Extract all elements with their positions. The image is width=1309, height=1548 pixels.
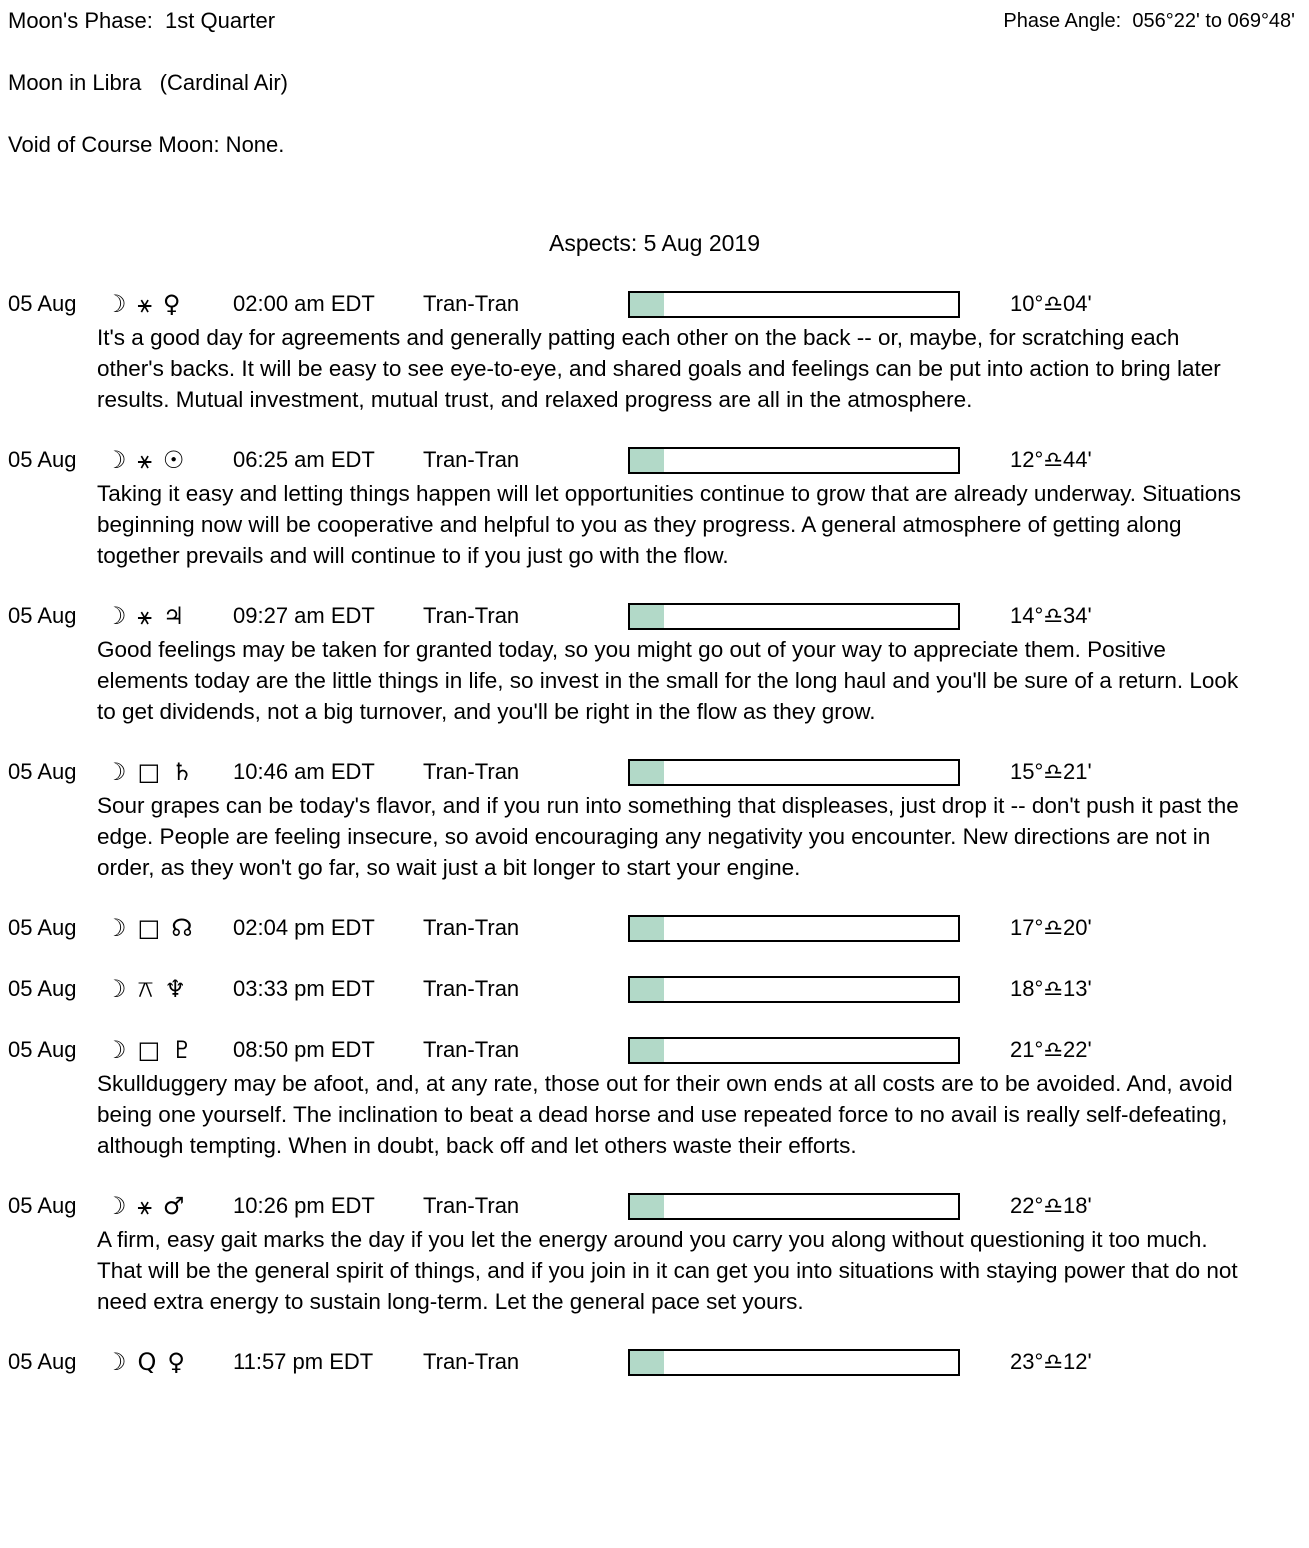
aspect-date: 05 Aug: [8, 1193, 77, 1218]
moon-icon: ☽: [105, 914, 127, 942]
report-header: [8, 8, 1301, 158]
sextile-icon: ⚹: [137, 1192, 152, 1220]
square-icon: □: [137, 758, 161, 786]
aspect-type: Tran-Tran: [423, 603, 520, 628]
orb-progress-bar: [628, 915, 960, 942]
aspect-date: 05 Aug: [8, 976, 77, 1001]
north-node-icon: ☊: [171, 914, 193, 942]
moon-phase-line: Moon's Phase: 1st Quarter: [8, 8, 276, 33]
sextile-icon: ⚹: [137, 446, 152, 474]
sextile-icon: ⚹: [137, 290, 152, 318]
orb-progress-fill: [630, 1351, 664, 1374]
aspect-symbols: [105, 758, 233, 786]
aspect-symbols: [105, 1036, 233, 1064]
aspect-time: 09:27 am EDT: [233, 603, 375, 628]
aspect-time: 11:57 pm EDT: [233, 1349, 374, 1374]
orb-progress-bar: [628, 976, 960, 1003]
orb-progress-bar: [628, 291, 960, 318]
aspect-degree: 15°♎21': [1010, 759, 1092, 784]
phase-angle-line: Phase Angle: 056°22' to 069°48': [1003, 10, 1295, 32]
aspect-time: 10:26 pm EDT: [233, 1193, 375, 1218]
orb-progress-fill: [630, 1195, 664, 1218]
aspect-description: Sour grapes can be today's flavor, and if you run into something that displeases, just drop it -- don't push it past the edge. People are feeling insecure, so avoid encouraging any negativity you encounter. New directions are not in order, as they won't go far, so wait just a bit longer to start your engine.: [97, 793, 1239, 880]
aspect-block: [8, 600, 1301, 727]
aspect-symbols: [105, 1348, 233, 1376]
aspect-description: A firm, easy gait marks the day if you let the energy around you carry you along without questioning it too much. That will be the general spirit of things, and if you join in it can get you into situations with staying power that do not need extra energy to sustain long-term. Let the general pace set yours.: [97, 1227, 1238, 1314]
aspect-degree: 23°♎12': [1010, 1349, 1092, 1374]
orb-progress-bar: [628, 603, 960, 630]
aspect-block: [8, 973, 1301, 1005]
aspect-date: 05 Aug: [8, 447, 77, 472]
pluto-icon: ♇: [171, 1036, 193, 1064]
square-icon: □: [137, 914, 161, 942]
aspect-date: 05 Aug: [8, 603, 77, 628]
quincunx-icon: ⚻: [137, 975, 154, 1003]
aspect-block: [8, 756, 1301, 883]
aspects-title: Aspects: 5 Aug 2019: [549, 230, 760, 256]
square-icon: □: [137, 1036, 161, 1064]
aspect-description: It's a good day for agreements and generally patting each other on the back -- or, maybe, for scratching each other's backs. It will be easy to see eye-to-eye, and shared goals and feelings can be put into action to bring later results. Mutual investment, mutual trust, and relaxed progress are all in the atmosphere.: [97, 325, 1221, 412]
aspect-date: 05 Aug: [8, 1349, 77, 1374]
moon-icon: ☽: [105, 758, 127, 786]
aspect-block: [8, 288, 1301, 415]
aspect-row: [8, 973, 1301, 1005]
moon-icon: ☽: [105, 602, 127, 630]
aspect-block: [8, 1346, 1301, 1378]
aspect-row: [8, 1346, 1301, 1378]
void-of-course-line: Void of Course Moon: None.: [8, 132, 285, 157]
neptune-icon: ♆: [164, 975, 187, 1003]
orb-progress-bar: [628, 1037, 960, 1064]
aspect-type: Tran-Tran: [423, 1193, 520, 1218]
aspect-description: Skullduggery may be afoot, and, at any rate, those out for their own ends at all costs are to be avoided. And, avoid being one yourself. The inclination to beat a dead horse and use repeated force to no avail is really self-defeating, although tempting. When in doubt, back off and let others waste their efforts.: [97, 1071, 1233, 1158]
orb-progress-fill: [630, 605, 664, 628]
saturn-icon: ♄: [171, 758, 193, 786]
orb-progress-fill: [630, 978, 664, 1001]
aspect-date: 05 Aug: [8, 291, 77, 316]
sextile-icon: ⚹: [137, 602, 152, 630]
aspect-time: 02:00 am EDT: [233, 291, 375, 316]
aspect-degree: 17°♎20': [1010, 915, 1092, 940]
quintile-icon: Q: [137, 1348, 157, 1376]
venus-icon: ♀: [167, 1348, 185, 1376]
jupiter-icon: ♃: [162, 602, 185, 630]
aspects-list: [8, 288, 1301, 1378]
moon-icon: ☽: [105, 1192, 127, 1220]
aspect-degree: 22°♎18': [1010, 1193, 1092, 1218]
orb-progress-fill: [630, 293, 664, 316]
aspect-time: 03:33 pm EDT: [233, 976, 375, 1001]
astrology-aspects-report: [8, 8, 1301, 1378]
aspect-date: 05 Aug: [8, 915, 77, 940]
aspect-type: Tran-Tran: [423, 1349, 520, 1374]
orb-progress-bar: [628, 447, 960, 474]
aspect-degree: 18°♎13': [1010, 976, 1092, 1001]
aspect-row: [8, 444, 1301, 476]
aspect-degree: 14°♎34': [1010, 603, 1092, 628]
moon-icon: ☽: [105, 1036, 127, 1064]
aspect-row: [8, 600, 1301, 632]
aspect-row: [8, 756, 1301, 788]
aspect-symbols: [105, 602, 233, 630]
aspect-row: [8, 1034, 1301, 1066]
orb-progress-fill: [630, 449, 664, 472]
venus-icon: ♀: [162, 290, 181, 318]
aspect-block: [8, 1190, 1301, 1317]
aspect-time: 08:50 pm EDT: [233, 1037, 375, 1062]
aspect-block: [8, 912, 1301, 944]
aspect-type: Tran-Tran: [423, 759, 520, 784]
moon-sign-line: Moon in Libra (Cardinal Air): [8, 70, 289, 95]
aspect-row: [8, 1190, 1301, 1222]
aspect-symbols: [105, 290, 233, 318]
aspect-degree: 10°♎04': [1010, 291, 1092, 316]
aspect-description: Good feelings may be taken for granted today, so you might go out of your way to appreciate them. Positive elements today are the little things in life, so invest in the small for the long haul and you'll be sure of a return. Look to get dividends, not a big turnover, and you'll be right in the flow as they grow.: [97, 637, 1239, 724]
orb-progress-bar: [628, 1349, 960, 1376]
aspect-time: 10:46 am EDT: [233, 759, 375, 784]
aspect-date: 05 Aug: [8, 1037, 77, 1062]
aspect-block: [8, 444, 1301, 571]
aspect-symbols: [105, 1192, 233, 1220]
moon-icon: ☽: [105, 975, 127, 1003]
aspect-time: 06:25 am EDT: [233, 447, 375, 472]
aspect-type: Tran-Tran: [423, 915, 520, 940]
aspect-degree: 12°♎44': [1010, 447, 1092, 472]
aspect-row: [8, 912, 1301, 944]
aspect-type: Tran-Tran: [423, 447, 520, 472]
sun-icon: ☉: [162, 446, 185, 474]
orb-progress-fill: [630, 761, 664, 784]
orb-progress-bar: [628, 759, 960, 786]
aspect-symbols: [105, 446, 233, 474]
aspect-type: Tran-Tran: [423, 291, 520, 316]
orb-progress-bar: [628, 1193, 960, 1220]
aspect-time: 02:04 pm EDT: [233, 915, 375, 940]
moon-icon: ☽: [105, 446, 127, 474]
aspect-type: Tran-Tran: [423, 1037, 520, 1062]
orb-progress-fill: [630, 917, 664, 940]
aspect-type: Tran-Tran: [423, 976, 520, 1001]
aspect-degree: 21°♎22': [1010, 1037, 1092, 1062]
header-top-row: [8, 8, 1301, 70]
orb-progress-fill: [630, 1039, 664, 1062]
mars-icon: ♂: [162, 1192, 185, 1220]
aspect-symbols: [105, 914, 233, 942]
moon-icon: ☽: [105, 1348, 127, 1376]
aspect-block: [8, 1034, 1301, 1161]
aspect-symbols: [105, 975, 233, 1003]
aspect-row: [8, 288, 1301, 320]
aspect-description: Taking it easy and letting things happen will let opportunities continue to grow that are already underway. Situations beginning now will be cooperative and helpful to you as they progress. A general atmosphere of getting along together prevails and will continue to if you just go with the flow.: [97, 481, 1242, 568]
aspect-date: 05 Aug: [8, 759, 77, 784]
moon-icon: ☽: [105, 290, 127, 318]
